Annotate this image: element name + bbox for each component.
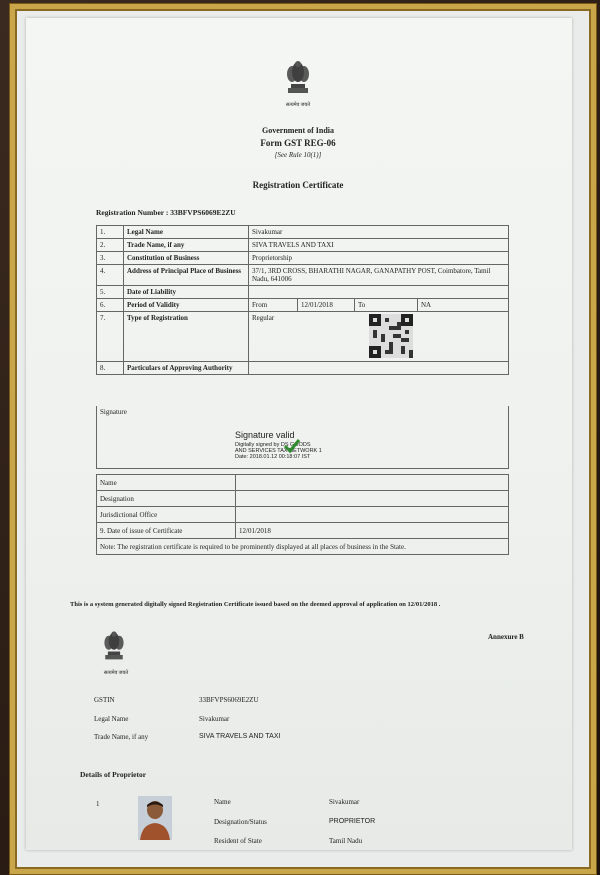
row-number: 8. bbox=[97, 362, 124, 375]
certificate-paper bbox=[26, 18, 572, 850]
certificate-title: Registration Certificate bbox=[252, 180, 344, 190]
name-label: Name bbox=[97, 475, 236, 491]
table-row bbox=[97, 239, 509, 252]
proprietor-name-label: Name bbox=[214, 798, 231, 806]
row-label: Type of Registration bbox=[124, 312, 249, 362]
table-row bbox=[97, 226, 509, 239]
row-label: Constitution of Business bbox=[124, 252, 249, 265]
signature-line: Date: 2018.01.12 00:18:07 IST bbox=[235, 454, 311, 460]
registration-type: Regular bbox=[252, 314, 275, 322]
table-row bbox=[97, 252, 509, 265]
annexure-title: Annexure B bbox=[488, 633, 524, 641]
table-row bbox=[97, 265, 509, 286]
row-number: 4. bbox=[97, 265, 124, 286]
emblem-caption: सत्यमेव जयते bbox=[103, 671, 129, 676]
designation-label: Designation bbox=[97, 491, 236, 507]
table-row bbox=[97, 312, 509, 362]
issue-date-label: 9. Date of issue of Certificate bbox=[97, 523, 236, 539]
row-label: Address of Principal Place of Business bbox=[124, 265, 249, 286]
emblem-caption: सत्यमेव जयते bbox=[285, 103, 311, 108]
table-row bbox=[97, 491, 509, 507]
resident-state-value: Tamil Nadu bbox=[329, 837, 363, 845]
row-label: Trade Name, if any bbox=[124, 239, 249, 252]
signature-valid-text: Signature valid bbox=[235, 430, 295, 440]
row-number: 5. bbox=[97, 286, 124, 299]
row-label: Legal Name bbox=[124, 226, 249, 239]
issue-date-value: 12/01/2018 bbox=[236, 523, 509, 539]
row-value bbox=[249, 362, 509, 375]
legal-name-value: Sivakumar bbox=[199, 715, 230, 723]
proprietor-index: 1 bbox=[96, 800, 100, 808]
row-label: Particulars of Approving Authority bbox=[124, 362, 249, 375]
designation-status-label: Designation/Status bbox=[214, 818, 267, 826]
proprietor-details-heading: Details of Proprietor bbox=[80, 770, 147, 779]
display-note: Note: The registration certificate is required to be prominently displayed at all places of business in the State. bbox=[97, 539, 509, 555]
government-heading: Government of India bbox=[262, 126, 334, 135]
jurisdictional-value bbox=[236, 507, 509, 523]
row-value: 37/1, 3RD CROSS, BHARATHI NAGAR, GANAPATHY POST, Coimbatore, Tamil Nadu, 641006 bbox=[249, 265, 509, 286]
row-label: Date of Liability bbox=[124, 286, 249, 299]
jurisdictional-label: Jurisdictional Office bbox=[97, 507, 236, 523]
trade-name-value: SIVA TRAVELS AND TAXI bbox=[199, 733, 281, 740]
certificate-table bbox=[96, 225, 509, 375]
signature-details bbox=[235, 442, 395, 460]
name-value bbox=[236, 475, 509, 491]
table-row bbox=[97, 299, 509, 312]
row-value: Sivakumar bbox=[249, 226, 509, 239]
validity-to-label: To bbox=[355, 299, 418, 312]
designation-value bbox=[236, 491, 509, 507]
table-row bbox=[97, 362, 509, 375]
resident-state-label: Resident of State bbox=[214, 837, 262, 845]
row-number: 6. bbox=[97, 299, 124, 312]
row-value: Proprietorship bbox=[249, 252, 509, 265]
validity-from-label: From bbox=[249, 299, 298, 312]
signature-line: Digitally signed by DS GOODS bbox=[235, 442, 311, 448]
proprietor-photo bbox=[138, 796, 172, 840]
validity-from-value: 12/01/2018 bbox=[298, 299, 355, 312]
signature-label: Signature bbox=[100, 408, 127, 416]
row-number: 7. bbox=[97, 312, 124, 362]
table-row bbox=[97, 507, 509, 523]
gstin-value: 33BFVPS6069E2ZU bbox=[199, 696, 259, 704]
legal-name-label: Legal Name bbox=[94, 715, 129, 723]
table-row bbox=[97, 523, 509, 539]
person-photo-icon bbox=[138, 796, 172, 840]
validity-to-value: NA bbox=[418, 299, 509, 312]
row-number: 1. bbox=[97, 226, 124, 239]
designation-status-value: PROPRIETOR bbox=[329, 818, 376, 825]
registration-number: Registration Number : 33BFVPS6069E2ZU bbox=[96, 208, 236, 217]
qr-code-icon bbox=[369, 314, 413, 358]
rule-reference: [See Rule 10(1)] bbox=[274, 151, 322, 159]
signature-line: AND SERVICES TAX NETWORK 1 bbox=[235, 448, 322, 454]
row-number: 2. bbox=[97, 239, 124, 252]
national-emblem-icon bbox=[282, 58, 314, 102]
table-row bbox=[97, 286, 509, 299]
row-value bbox=[249, 286, 509, 299]
row-value: SIVA TRAVELS AND TAXI bbox=[249, 239, 509, 252]
authority-table bbox=[96, 474, 509, 555]
national-emblem-icon bbox=[100, 628, 128, 668]
trade-name-label: Trade Name, if any bbox=[94, 733, 149, 741]
form-heading: Form GST REG-06 bbox=[260, 138, 336, 148]
row-number: 3. bbox=[97, 252, 124, 265]
signature-box bbox=[96, 406, 509, 469]
table-row bbox=[97, 475, 509, 491]
checkmark-icon bbox=[283, 438, 301, 454]
system-generated-disclaimer: This is a system generated digitally signed Registration Certificate issued based on the deemed approval of application on 12/01/2018 . bbox=[70, 601, 441, 608]
gstin-label: GSTIN bbox=[94, 696, 115, 704]
row-label: Period of Validity bbox=[124, 299, 249, 312]
row-value-cell bbox=[249, 312, 509, 362]
table-row bbox=[97, 539, 509, 555]
proprietor-name-value: Sivakumar bbox=[329, 798, 360, 806]
